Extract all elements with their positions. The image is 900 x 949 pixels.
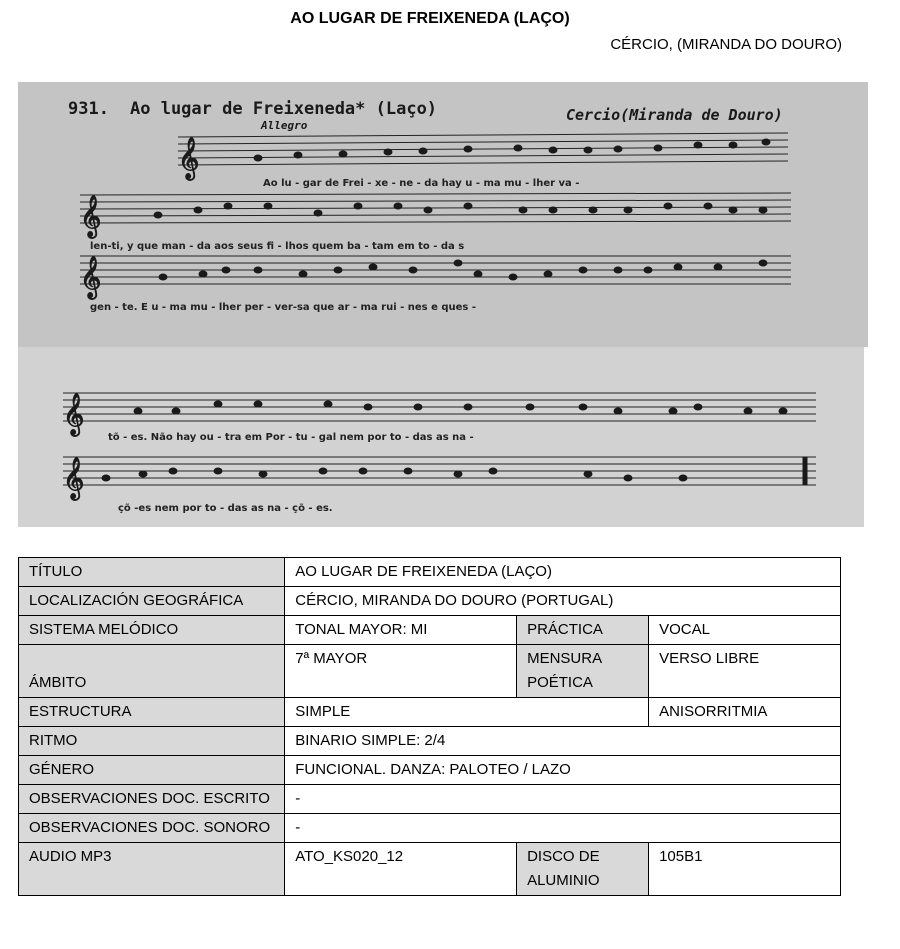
staff-3 <box>80 256 791 284</box>
svg-text:𝄞: 𝄞 <box>63 394 85 435</box>
row-label-audio: AUDIO MP3 <box>19 843 285 896</box>
row-value-mensura: VERSO LIBRE <box>649 645 841 698</box>
row-value-genero: FUNCIONAL. DANZA: PALOTEO / LAZO <box>285 756 841 785</box>
table-row <box>19 843 841 896</box>
score-notes-bottom <box>63 393 807 500</box>
svg-text:𝄞: 𝄞 <box>80 196 102 237</box>
row-value-disco: 105B1 <box>649 843 841 896</box>
row-label-mensura: MENSURA POÉTICA <box>517 645 649 698</box>
svg-text:𝄞: 𝄞 <box>80 257 102 298</box>
table-row <box>19 616 841 645</box>
row-value-practica: VOCAL <box>649 616 841 645</box>
svg-text:𝄞: 𝄞 <box>63 458 85 499</box>
score-heading-title: Ao lugar de Freixeneda* (Laço) <box>130 99 438 119</box>
score-image-bottom <box>18 347 864 527</box>
score-scan-top <box>18 82 868 347</box>
table-row <box>19 698 841 727</box>
score-scan-bottom <box>18 347 864 527</box>
table-row <box>19 587 841 616</box>
score-image-top <box>18 82 868 347</box>
row-value-ambito: 7ª MAYOR <box>285 645 517 698</box>
row-value-titulo: AO LUGAR DE FREIXENEDA (LAÇO) <box>285 558 841 587</box>
row-label-obs-sonoro: OBSERVACIONES DOC. SONORO <box>19 814 285 843</box>
lyric-line-4: tõ - es. Não hay ou - tra em Por - tu - gal nem por to - das as na - <box>108 432 474 443</box>
table-row <box>19 756 841 785</box>
row-value-estructura: SIMPLE <box>285 698 649 727</box>
staff-4 <box>63 393 816 421</box>
lyric-line-5: çõ -es nem por to - das as na - çõ - es. <box>118 503 333 514</box>
table-row <box>19 785 841 814</box>
row-label-genero: GÉNERO <box>19 756 285 785</box>
row-label-sistema: SISTEMA MELÓDICO <box>19 616 285 645</box>
row-label-ambito: ÁMBITO <box>19 645 285 698</box>
row-label-titulo: TÍTULO <box>19 558 285 587</box>
svg-text:𝄞: 𝄞 <box>178 138 200 179</box>
table-row <box>19 645 841 698</box>
row-label-disco: DISCO DE ALUMINIO <box>517 843 649 896</box>
score-tempo: Allegro <box>261 119 308 132</box>
table-row <box>19 558 841 587</box>
lyric-line-1: Ao lu - gar de Frei - xe - ne - da hay u - ma mu - lher va - <box>263 178 580 189</box>
row-label-practica: PRÁCTICA <box>517 616 649 645</box>
row-value-localizacion: CÉRCIO, MIRANDA DO DOURO (PORTUGAL) <box>285 587 841 616</box>
lyric-line-2: len-ti, y que man - da aos seus fi - lhos quem ba - tam em to - da s <box>90 241 465 252</box>
staff-1 <box>178 133 788 165</box>
row-label-obs-escrito: OBSERVACIONES DOC. ESCRITO <box>19 785 285 814</box>
metadata-table <box>18 557 841 896</box>
score-number: 931. <box>68 99 109 119</box>
page-title: AO LUGAR DE FREIXENEDA (LAÇO) <box>290 10 570 27</box>
row-value-audio: ATO_KS020_12 <box>285 843 517 896</box>
lyric-line-3: gen - te. E u - ma mu - lher per - ver-sa que ar - ma rui - nes e ques - <box>90 302 476 313</box>
row-value-anisorritmia: ANISORRITMIA <box>649 698 841 727</box>
row-label-ritmo: RITMO <box>19 727 285 756</box>
row-label-localizacion: LOCALIZACIÓN GEOGRÁFICA <box>19 587 285 616</box>
row-value-obs-sonoro: - <box>285 814 841 843</box>
row-value-obs-escrito: - <box>285 785 841 814</box>
table-row <box>19 814 841 843</box>
staff-2 <box>80 193 791 223</box>
page-subtitle: CÉRCIO, (MIRANDA DO DOURO) <box>610 36 842 53</box>
row-value-sistema: TONAL MAYOR: MI <box>285 616 517 645</box>
row-value-ritmo: BINARIO SIMPLE: 2/4 <box>285 727 841 756</box>
row-label-estructura: ESTRUCTURA <box>19 698 285 727</box>
table-row <box>19 727 841 756</box>
score-heading-place: Cercio(Miranda de Douro) <box>566 106 783 124</box>
